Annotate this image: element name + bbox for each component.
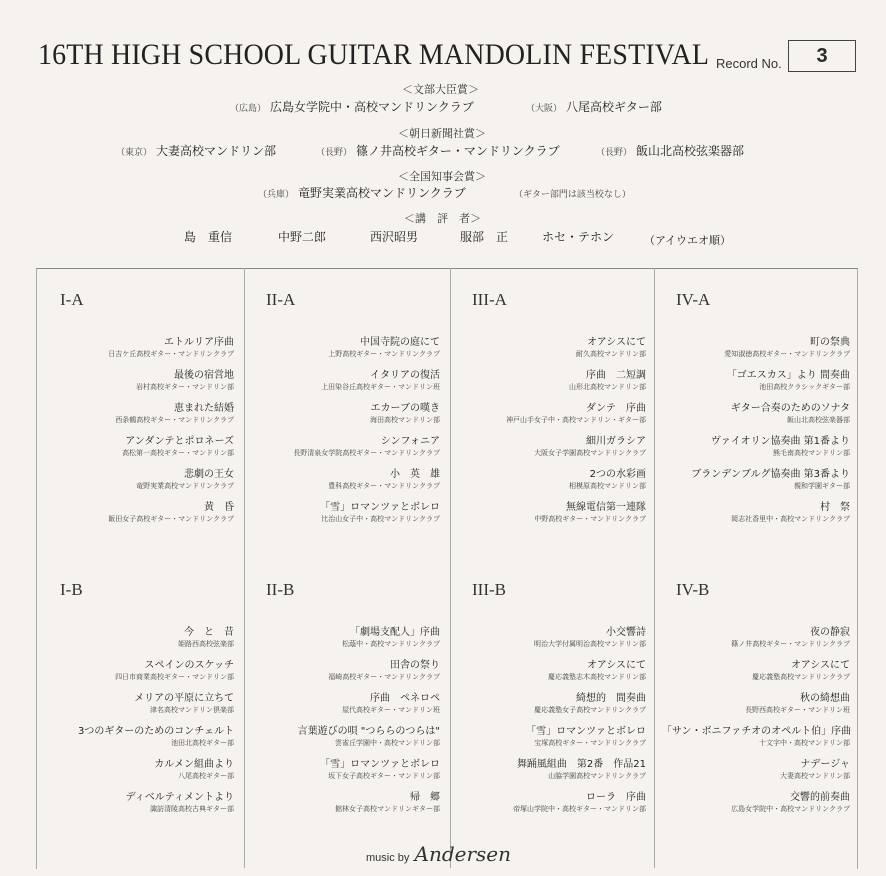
song-title: 小 英 雄	[390, 469, 440, 480]
song-title: 舞踊風組曲 第2番 作品21	[516, 759, 646, 770]
performer-school: 慶応義塾女子高校マンドリンクラブ	[534, 706, 646, 714]
track-entry	[252, 758, 440, 781]
judge-name: 服部 正	[460, 230, 509, 244]
track-entry	[252, 725, 440, 748]
judge-name: 西沢昭男	[370, 230, 419, 244]
song-title: ヴァイオリン協奏曲 第1番より	[710, 436, 850, 447]
side-block	[46, 568, 234, 848]
track-entry	[662, 791, 850, 814]
track-entry	[458, 435, 646, 458]
performer-school: 池田北高校ギター部	[171, 739, 234, 747]
performer-school: 帝塚山学院中・高校ギター・マンドリン部	[513, 805, 646, 813]
performer-school: 山脇学園高校マンドリンクラブ	[548, 772, 646, 780]
judges-order-note: （アイウエオ順）	[644, 234, 732, 247]
song-title: イタリアの復活	[370, 370, 440, 381]
performer-school: 比治山女子中・高校マンドリンクラブ	[321, 515, 440, 523]
school-name: 篠ノ井高校ギター・マンドリンクラブ	[356, 144, 560, 158]
song-title: ダンテ 序曲	[585, 403, 646, 414]
prefecture-label: （長野）	[316, 148, 353, 158]
performer-school: 竜野実業高校マンドリンクラブ	[136, 482, 234, 490]
track-entry	[252, 692, 440, 715]
performer-school: 上野高校ギター・マンドリンクラブ	[328, 350, 440, 358]
andersen-logo: Andersen	[414, 842, 512, 866]
song-title: 今 と 昔	[184, 627, 234, 638]
performer-school: 岡志社香里中・高校マンドリンクラブ	[731, 515, 850, 523]
festival-title: 16TH HIGH SCHOOL GUITAR MANDOLIN FESTIVAL	[38, 38, 710, 71]
award-asahi-winner-2	[316, 142, 560, 159]
track-entry	[252, 791, 440, 814]
track-entry	[252, 402, 440, 425]
performer-school: 広島女学院中・高校マンドリンクラブ	[731, 805, 850, 813]
song-title: 序曲 ペネロペ	[370, 693, 440, 704]
track-entry	[662, 725, 850, 748]
side-block	[458, 568, 646, 848]
performer-school: 山形北高校マンドリン部	[569, 383, 646, 391]
judge-name: 島 重信	[184, 230, 233, 244]
track-entry	[458, 468, 646, 491]
performer-school: 神戸山手女子中・高校マンドリン・ギター部	[506, 416, 646, 424]
song-title: 「サン・ボニファチオのオペルト伯」序曲	[662, 726, 852, 737]
track-entry	[46, 725, 234, 748]
song-title: ローラ 序曲	[586, 792, 646, 803]
song-title: 悲劇の王女	[184, 469, 234, 480]
prefecture-label: （長野）	[596, 148, 633, 158]
song-title: 「劇場支配人」序曲	[350, 627, 440, 638]
performer-school: 中野高校ギター・マンドリンクラブ	[534, 515, 646, 523]
song-title: ナデージャ	[800, 759, 850, 770]
performer-school: 岩村高校ギター・マンドリン部	[136, 383, 234, 391]
track-entry	[46, 626, 234, 649]
track-entry	[46, 336, 234, 359]
track-entry	[458, 626, 646, 649]
column-divider	[654, 268, 655, 868]
song-title: 恵まれた結婚	[174, 403, 234, 414]
track-entry	[46, 402, 234, 425]
song-title: 「雪」ロマンツァとボレロ	[320, 502, 440, 513]
performer-school: 飯田女子高校ギター・マンドリンクラブ	[108, 515, 234, 523]
track-entry	[662, 369, 850, 392]
award-monbu-winner-2	[526, 98, 662, 115]
song-title: 綺想的 間奏曲	[576, 693, 646, 704]
performer-school: 海田高校マンドリン部	[370, 416, 440, 424]
side-block	[252, 278, 440, 558]
performer-school: 慶応義塾志木高校マンドリン部	[548, 673, 646, 681]
song-title: 3つのギターのためのコンチェルト	[78, 726, 234, 737]
song-title: 町の祭典	[810, 337, 850, 348]
song-title: ブランデンブルグ協奏曲 第3番より	[691, 469, 850, 480]
track-entry	[46, 659, 234, 682]
prefecture-label: （東京）	[116, 148, 153, 158]
song-title: 帰 郷	[410, 792, 440, 803]
performer-school: 雲雀丘学園中・高校マンドリン部	[335, 739, 440, 747]
performer-school: 相模原高校マンドリン部	[569, 482, 646, 490]
track-entry	[662, 402, 850, 425]
award-chiji-winner-1	[258, 184, 466, 201]
track-entry	[252, 468, 440, 491]
award-asahi-winner-3	[596, 142, 744, 159]
performer-school: 十文字中・高校マンドリン部	[759, 739, 850, 747]
song-title: アンダンテとポロネーズ	[125, 436, 234, 447]
track-entry	[662, 626, 850, 649]
performer-school: 四日市商業高校ギター・マンドリン部	[115, 673, 234, 681]
song-title: 言葉遊びの唄 "つららのつらは"	[297, 726, 440, 737]
side-label: II-A	[266, 290, 296, 309]
award-monbu-heading: ＜文部大臣賞＞	[402, 83, 479, 96]
song-title: オアシスにて	[587, 337, 646, 348]
track-entry	[458, 791, 646, 814]
track-entry	[662, 659, 850, 682]
track-entry	[458, 692, 646, 715]
song-title: 2つの水彩画	[589, 469, 646, 480]
performer-school: 屋代高校ギター・マンドリン班	[342, 706, 440, 714]
track-entry	[458, 725, 646, 748]
track-entry	[252, 626, 440, 649]
performer-school: 慶応義塾高校マンドリンクラブ	[752, 673, 850, 681]
song-title: ディベルティメントより	[125, 792, 234, 803]
performer-school: 愛知淑徳高校ギター・マンドリンクラブ	[724, 350, 850, 358]
side-block	[662, 568, 850, 848]
song-title: 最後の宿営地	[174, 370, 234, 381]
award-asahi-heading: ＜朝日新聞社賞＞	[398, 127, 486, 140]
track-entry	[662, 435, 850, 458]
song-title: エトルリア序曲	[164, 337, 234, 348]
performer-school: 津名高校マンドリン倶楽部	[150, 706, 234, 714]
performer-school: 大阪女子学園高校マンドリンクラブ	[534, 449, 646, 457]
side-block	[458, 278, 646, 558]
track-entry	[46, 501, 234, 524]
track-entry	[46, 791, 234, 814]
song-title: 交響的前奏曲	[790, 792, 850, 803]
song-title: 田舎の祭り	[390, 660, 440, 671]
song-title: ギター合奏のためのソナタ	[730, 403, 850, 414]
track-entry	[252, 435, 440, 458]
song-title: 夜の静寂	[810, 627, 850, 638]
performer-school: 池田高校クラシックギター部	[759, 383, 850, 391]
track-entry	[458, 369, 646, 392]
track-entry	[458, 336, 646, 359]
record-number-label: Record No.	[716, 56, 782, 71]
prefecture-label: （兵庫）	[258, 190, 295, 200]
side-label: IV-A	[676, 290, 711, 309]
side-block	[662, 278, 850, 558]
school-name: 八尾高校ギター部	[566, 100, 662, 114]
performer-school: 福崎高校ギター・マンドリンクラブ	[328, 673, 440, 681]
performer-school: 耐久高校マンドリン部	[576, 350, 646, 358]
award-chiji-note: （ギター部門は該当校なし）	[514, 190, 631, 200]
song-title: シンフォニア	[380, 436, 440, 447]
song-title: 「雪」ロマンツァとボレロ	[526, 726, 646, 737]
school-name: 大妻高校マンドリン部	[156, 144, 277, 158]
music-by-credit	[366, 842, 511, 866]
song-title: 中国寺院の庭にて	[360, 337, 440, 348]
performer-school: 松蔭中・高校マンドリンクラブ	[342, 640, 440, 648]
side-label: III-A	[472, 290, 507, 309]
performer-school: 豊科高校ギター・マンドリンクラブ	[328, 482, 440, 490]
track-entry	[252, 369, 440, 392]
song-title: 「雪」ロマンツァとボレロ	[320, 759, 440, 770]
side-label: IV-B	[676, 580, 710, 599]
song-title: 村 祭	[820, 502, 850, 513]
performer-school: 長野西高校ギター・マンドリン班	[745, 706, 850, 714]
side-label: II-B	[266, 580, 295, 599]
school-name: 飯山北高校弦楽器部	[636, 144, 745, 158]
track-entry	[458, 501, 646, 524]
performer-school: 親和学園ギター部	[794, 482, 850, 490]
judge-name: ホセ・テホン	[542, 230, 615, 244]
prefecture-label: （大阪）	[526, 104, 563, 114]
performer-school: 西条鶴高校ギター・マンドリンクラブ	[115, 416, 234, 424]
record-number-box: 3	[788, 40, 856, 72]
performer-school: 大妻高校マンドリン部	[780, 772, 850, 780]
track-entry	[458, 402, 646, 425]
track-entry	[662, 692, 850, 715]
school-name: 広島女学院中・高校マンドリンクラブ	[270, 100, 474, 114]
performer-school: 篠ノ井高校ギター・マンドリンクラブ	[731, 640, 850, 648]
award-monbu-winner-1	[230, 98, 474, 115]
track-entry	[458, 758, 646, 781]
performer-school: 姫路西高校弦楽部	[178, 640, 234, 648]
track-entry	[662, 758, 850, 781]
song-title: オアシスにて	[587, 660, 646, 671]
song-title: メリアの平原に立ちて	[134, 693, 234, 704]
performer-school: 坂下女子高校ギター・マンドリン部	[328, 772, 440, 780]
column-divider	[450, 268, 451, 868]
song-title: カルメン組曲より	[154, 759, 234, 770]
performer-school: 高松第一高校ギター・マンドリン部	[122, 449, 234, 457]
column-divider	[244, 268, 245, 868]
performer-school: 館林女子高校マンドリンギター部	[335, 805, 440, 813]
track-entry	[46, 692, 234, 715]
prefecture-label: （広島）	[230, 104, 267, 114]
song-title: 秋の綺想曲	[800, 693, 850, 704]
performer-school: 諏訪清陵高校古典ギター部	[150, 805, 234, 813]
side-block	[252, 568, 440, 848]
track-entry	[46, 758, 234, 781]
track-entry	[458, 659, 646, 682]
song-title: 黄 昏	[204, 502, 234, 513]
performer-school: 明治大学付属明治高校マンドリン部	[534, 640, 646, 648]
track-entry	[46, 369, 234, 392]
award-chiji-heading: ＜全国知事会賞＞	[398, 170, 486, 183]
song-title: スペインのスケッチ	[144, 660, 234, 671]
track-entry	[662, 468, 850, 491]
song-title: オアシスにて	[791, 660, 850, 671]
track-entry	[46, 468, 234, 491]
song-title: 小交響詩	[606, 627, 646, 638]
song-title: 「ゴエスカス」より 間奏曲	[726, 370, 850, 381]
award-asahi-winner-1	[116, 142, 276, 159]
song-title: エカーブの嘆き	[370, 403, 440, 414]
school-name: 竜野実業高校マンドリンクラブ	[298, 186, 466, 200]
song-title: 細川ガラシア	[586, 436, 646, 447]
track-entry	[662, 336, 850, 359]
track-entry	[46, 435, 234, 458]
music-by-label: music by	[366, 852, 410, 864]
side-label: III-B	[472, 580, 506, 599]
side-label: I-B	[60, 580, 83, 599]
performer-school: 熊毛南高校マンドリン部	[773, 449, 850, 457]
track-entry	[252, 336, 440, 359]
performer-school: 長野清泉女学院高校ギター・マンドリンクラブ	[293, 449, 440, 457]
side-label: I-A	[60, 290, 84, 309]
performer-school: 飯山北高校弦楽器部	[787, 416, 850, 424]
judge-name: 中野二郎	[278, 230, 327, 244]
track-entry	[252, 501, 440, 524]
track-entry	[252, 659, 440, 682]
performer-school: 八尾高校ギター部	[178, 772, 234, 780]
song-title: 無線電信第一連隊	[566, 502, 646, 513]
judges-heading: ＜講 評 者＞	[404, 212, 481, 225]
side-block	[46, 278, 234, 558]
track-entry	[662, 501, 850, 524]
performer-school: 上田染谷丘高校ギター・マンドリン班	[321, 383, 440, 391]
performer-school: 日吉ケ丘高校ギター・マンドリンクラブ	[108, 350, 234, 358]
song-title: 序曲 二短調	[586, 370, 646, 381]
performer-school: 宝塚高校ギター・マンドリンクラブ	[534, 739, 646, 747]
